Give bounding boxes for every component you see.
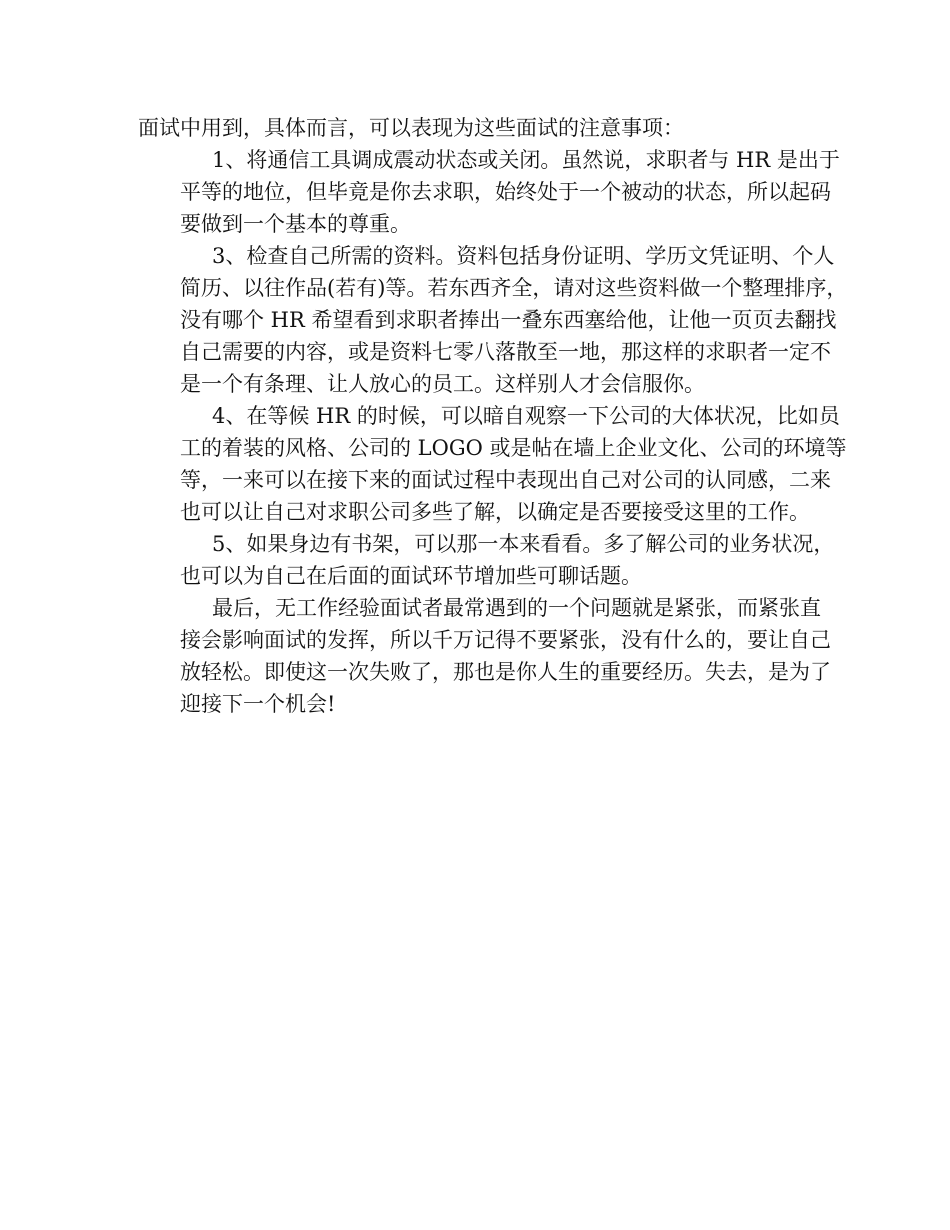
- text-line: 5、如果身边有书架，可以那一本来看看。多了解公司的业务状况，: [212, 532, 835, 556]
- text-line: 迎接下一个机会!: [180, 692, 336, 716]
- text-line: 3、检查自己所需的资料。资料包括身份证明、学历文凭证明、个人: [212, 244, 835, 268]
- paragraph-tip-4: [138, 400, 847, 528]
- paragraph-conclusion: [138, 592, 831, 720]
- text-line: 等，一来可以在接下来的面试过程中表现出自己对公司的认同感，二来: [180, 468, 831, 492]
- text-line: 1、将通信工具调成震动状态或关闭。虽然说，求职者与 HR 是出于: [212, 148, 840, 172]
- text-line: 面试中用到，具体而言，可以表现为这些面试的注意事项：: [138, 116, 684, 140]
- text-line: 简历、以往作品(若有)等。若东西齐全，请对这些资料做一个整理排序，: [180, 276, 848, 300]
- text-line: 没有哪个 HR 希望看到求职者捧出一叠东西塞给他，让他一页页去翻找: [180, 308, 837, 332]
- text-line: 最后，无工作经验面试者最常遇到的一个问题就是紧张，而紧张直: [212, 596, 821, 620]
- paragraph-tip-3: [138, 240, 848, 400]
- text-line: 是一个有条理、让人放心的员工。这样别人才会信服你。: [180, 372, 705, 396]
- text-line: 要做到一个基本的尊重。: [180, 212, 411, 236]
- paragraph-tip-1: [138, 144, 840, 240]
- paragraph-intro: [138, 112, 820, 144]
- text-line: 自己需要的内容，或是资料七零八落散至一地，那这样的求职者一定不: [180, 340, 831, 364]
- text-line: 工的着装的风格、公司的 LOGO 或是帖在墙上企业文化、公司的环境等: [180, 436, 847, 460]
- text-line: 平等的地位，但毕竟是你去求职，始终处于一个被动的状态，所以起码: [180, 180, 831, 204]
- text-line: 4、在等候 HR 的时候，可以暗自观察一下公司的大体状况，比如员: [212, 404, 840, 428]
- text-line: 也可以为自己在后面的面试环节增加些可聊话题。: [180, 564, 642, 588]
- text-line: 也可以让自己对求职公司多些了解，以确定是否要接受这里的工作。: [180, 500, 810, 524]
- text-line: 放轻松。即使这一次失败了，那也是你人生的重要经历。失去，是为了: [180, 660, 831, 684]
- paragraph-tip-5: [138, 528, 835, 592]
- text-line: 接会影响面试的发挥，所以千万记得不要紧张，没有什么的，要让自己: [180, 628, 831, 652]
- document-body: [138, 112, 848, 720]
